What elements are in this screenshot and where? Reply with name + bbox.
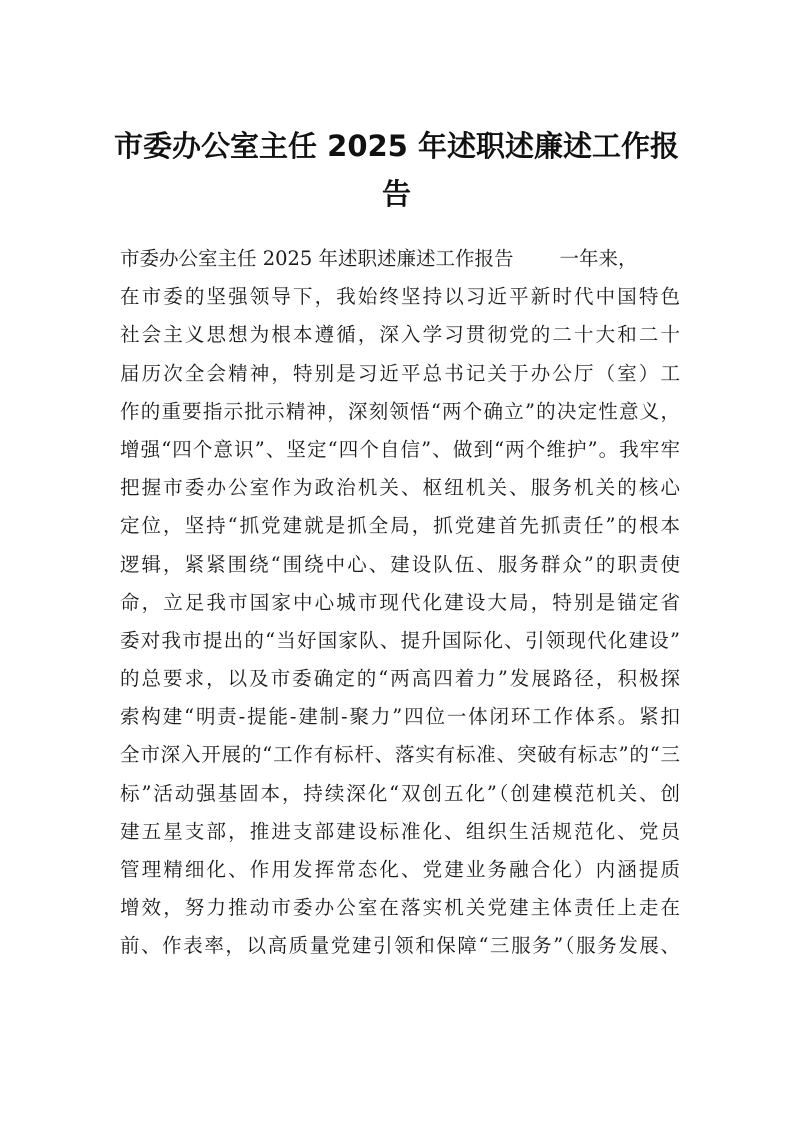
body-line: 增强“四个意识”、坚定“四个自信”、做到“两个维护”。我牢牢 [120,437,680,461]
body-line: 管理精细化、作用发挥常态化、党建业务融合化）内涵提质 [120,858,680,881]
document-body [120,240,680,966]
body-line: 增效，努力推动市委办公室在落实机关党建主体责任上走在 [120,896,680,920]
title-line-1: 市委办公室主任 2025 年述职述廉述工作报 [114,129,679,163]
body-line: 前、作表率，以高质量党建引领和保障“三服务”（服务发展、 [120,934,680,958]
body-line: 标”活动强基固本，持续深化“双创五化”（创建模范机关、创 [120,781,680,805]
body-line: 在市委的坚强领导下，我始终坚持以习近平新时代中国特色 [120,285,680,309]
body-line-first-lead: 市委办公室主任 2025 年述职述廉述工作报告 [120,247,514,270]
body-line: 的总要求，以及市委确定的“两高四着力”发展路径，积极探 [120,667,680,691]
body-line: 索构建“明责-提能-建制-聚力”四位一体闭环工作体系。紧扣 [120,705,680,729]
document-title [100,122,693,218]
body-line-first-tail: 一年来， [559,247,638,270]
body-line: 届历次全会精神，特别是习近平总书记关于办公厅（室）工 [120,361,680,385]
title-line-2: 告 [381,177,411,211]
body-line: 命，立足我市国家中心城市现代化建设大局，特别是锚定省 [120,590,680,614]
body-line-first [120,240,680,278]
body-line: 全市深入开展的“工作有标杆、落实有标准、突破有标志”的“三 [120,743,680,767]
body-line: 建五星支部，推进支部建设标准化、组织生活规范化、党员 [120,819,680,843]
body-line: 委对我市提出的“当好国家队、提升国际化、引领现代化建设” [120,628,680,652]
body-line: 逻辑，紧紧围绕“围绕中心、建设队伍、服务群众”的职责使 [120,552,680,576]
body-line: 把握市委办公室作为政治机关、枢纽机关、服务机关的核心 [120,476,680,500]
body-line: 社会主义思想为根本遵循，深入学习贯彻党的二十大和二十 [120,323,680,347]
body-line: 作的重要指示批示精神，深刻领悟“两个确立”的决定性意义， [120,399,680,423]
body-line: 定位，坚持“抓党建就是抓全局，抓党建首先抓责任”的根本 [120,514,680,538]
